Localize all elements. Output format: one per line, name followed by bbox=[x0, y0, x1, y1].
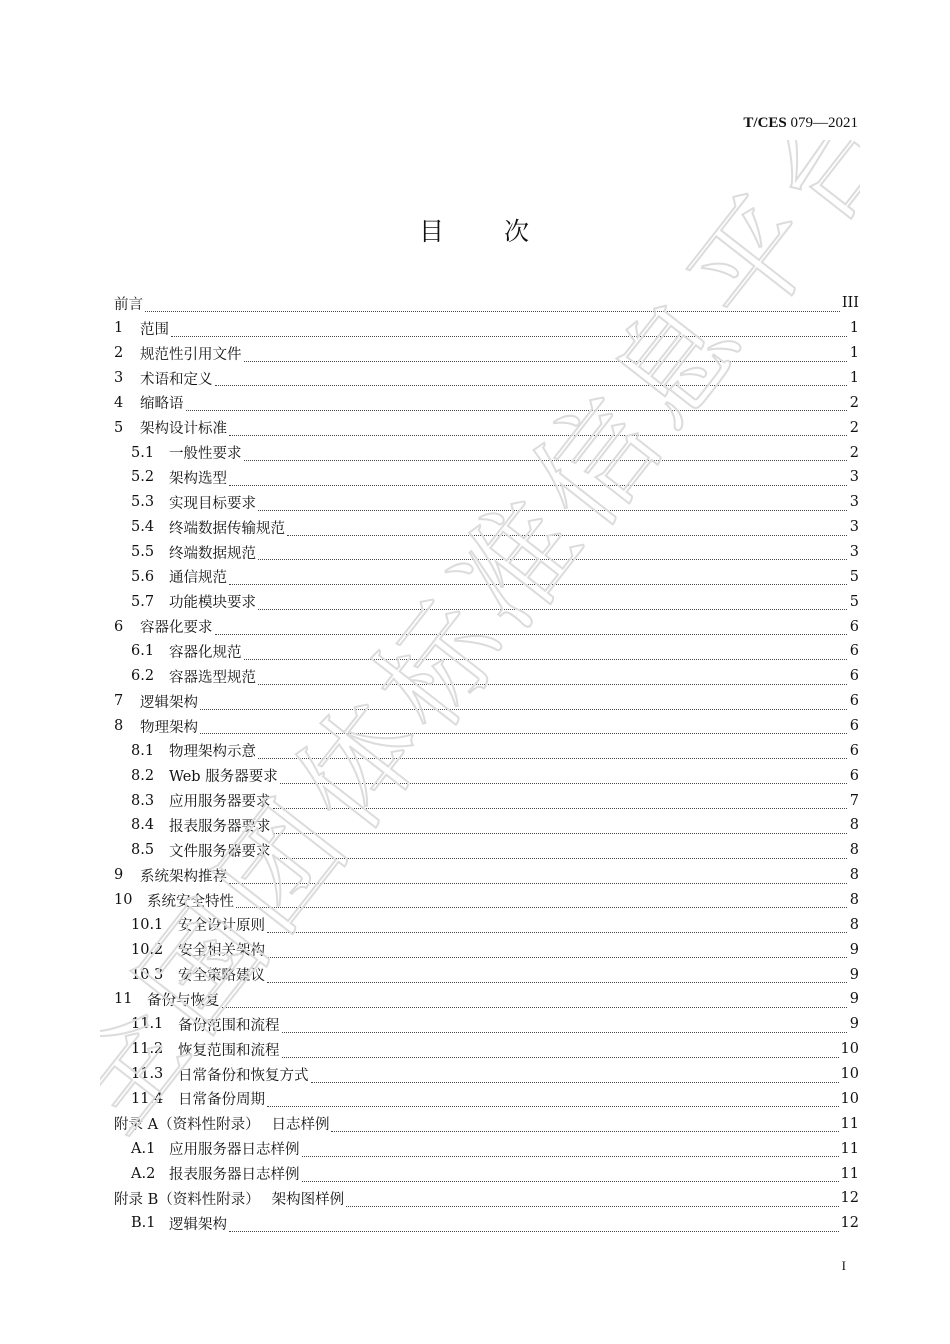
toc-entry-title: 附录 B（资料性附录） 架构图样例 bbox=[114, 1191, 345, 1208]
toc-entry-number: 10 bbox=[114, 892, 133, 909]
toc-entry-number: 5.1 bbox=[131, 444, 155, 461]
toc-entry-number: A.2 bbox=[131, 1165, 156, 1182]
toc-dot-leader bbox=[229, 1216, 839, 1232]
toc-entry-title: 功能模块要求 bbox=[169, 595, 256, 612]
toc-entry-page: 9 bbox=[849, 941, 859, 958]
toc-entry bbox=[114, 490, 859, 515]
toc-dot-leader bbox=[267, 968, 847, 984]
toc-dot-leader bbox=[346, 1191, 838, 1207]
toc-entry-page: 5 bbox=[849, 568, 859, 585]
toc-dot-leader bbox=[171, 321, 847, 337]
toc-entry-page: 6 bbox=[849, 718, 859, 735]
toc-entry-number: 9 bbox=[114, 867, 124, 884]
toc-dot-leader bbox=[186, 396, 848, 412]
toc-entry bbox=[114, 912, 859, 937]
toc-entry-title: 日常备份周期 bbox=[178, 1092, 265, 1109]
toc-dot-leader bbox=[258, 595, 847, 611]
toc-entry-page: 12 bbox=[840, 1190, 859, 1207]
toc-entry-page: 10 bbox=[840, 1041, 859, 1058]
toc-dot-leader bbox=[236, 893, 847, 909]
toc-entry-page: 9 bbox=[849, 991, 859, 1008]
toc-entry-number: 8.3 bbox=[131, 792, 155, 809]
toc-entry-number: 3 bbox=[114, 370, 124, 386]
toc-entry bbox=[114, 390, 859, 415]
toc-entry bbox=[114, 589, 859, 614]
toc-entry bbox=[114, 689, 859, 714]
toc-dot-leader bbox=[229, 421, 847, 437]
toc-entry-number: 5.7 bbox=[131, 593, 155, 610]
toc-entry-page: 8 bbox=[849, 892, 859, 909]
toc-entry bbox=[114, 863, 859, 888]
toc-dot-leader bbox=[280, 769, 847, 785]
toc-entry-number: 5.5 bbox=[131, 544, 155, 561]
toc-dot-leader bbox=[287, 520, 847, 536]
toc-entry-number: 10.1 bbox=[131, 916, 164, 933]
toc-entry-number: 8.5 bbox=[131, 842, 155, 859]
toc-entry-title: 备份范围和流程 bbox=[178, 1017, 280, 1034]
toc-entry-number: B.1 bbox=[131, 1215, 156, 1232]
toc-entry bbox=[114, 1087, 859, 1112]
toc-entry bbox=[114, 1186, 859, 1211]
toc-entry-title: 日常备份和恢复方式 bbox=[178, 1067, 309, 1084]
page-number: I bbox=[841, 1258, 846, 1273]
toc-entry-page: 8 bbox=[849, 916, 859, 933]
toc-entry-number: 8.4 bbox=[131, 817, 155, 834]
toc-entry bbox=[114, 763, 859, 788]
document-code-number: 079—2021 bbox=[786, 115, 858, 131]
toc-entry bbox=[114, 1211, 859, 1236]
toc-entry-title: 实现目标要求 bbox=[169, 495, 256, 512]
toc-entry-number: 6.1 bbox=[131, 643, 155, 660]
toc-entry bbox=[114, 1111, 859, 1136]
toc-entry-page: 10 bbox=[840, 1090, 859, 1107]
toc-entry-title: 安全设计原则 bbox=[178, 918, 265, 935]
toc-dot-leader bbox=[273, 818, 848, 834]
toc-entry-title: 报表服务器日志样例 bbox=[169, 1167, 300, 1183]
toc-entry-page: 2 bbox=[849, 444, 859, 461]
toc-dot-leader bbox=[267, 918, 847, 934]
toc-dot-leader bbox=[244, 446, 848, 462]
toc-entry-page: 12 bbox=[840, 1215, 859, 1232]
toc-dot-leader bbox=[258, 495, 847, 511]
toc-dot-leader bbox=[215, 620, 848, 636]
toc-entry-number: 10.2 bbox=[131, 941, 164, 958]
toc-entry bbox=[114, 366, 859, 391]
toc-dot-leader bbox=[302, 1166, 839, 1182]
toc-dot-leader bbox=[229, 570, 847, 586]
toc-entry-title: 系统架构推荐 bbox=[140, 868, 227, 885]
toc-entry bbox=[114, 813, 859, 838]
toc-dot-leader bbox=[229, 470, 847, 486]
toc-entry-title: 备份与恢复 bbox=[147, 992, 220, 1009]
toc-dot-leader bbox=[282, 1042, 839, 1058]
toc-entry-page: 6 bbox=[849, 618, 859, 635]
toc-entry-page: 6 bbox=[849, 643, 859, 660]
table-of-contents bbox=[114, 291, 859, 1236]
toc-entry-page: 3 bbox=[849, 519, 859, 536]
toc-entry-title: 应用服务器日志样例 bbox=[169, 1142, 300, 1159]
toc-entry-number: 8.1 bbox=[131, 742, 155, 759]
toc-entry-title: 前言 bbox=[114, 296, 143, 313]
toc-entry-page: 2 bbox=[849, 394, 859, 411]
toc-dot-leader bbox=[267, 1092, 839, 1108]
toc-dot-leader bbox=[258, 669, 847, 685]
toc-entry-number: 11.2 bbox=[131, 1041, 164, 1058]
toc-entry-number: 11.3 bbox=[131, 1066, 164, 1083]
toc-entry-page: 1 bbox=[849, 320, 859, 337]
toc-entry bbox=[114, 639, 859, 664]
toc-entry-title: 范围 bbox=[140, 321, 169, 338]
toc-entry bbox=[114, 714, 859, 739]
toc-heading bbox=[0, 212, 950, 248]
document-code bbox=[743, 115, 858, 132]
toc-entry-title: 应用服务器要求 bbox=[169, 794, 271, 811]
toc-entry-number: 11.1 bbox=[131, 1016, 164, 1033]
toc-entry bbox=[114, 415, 859, 440]
toc-entry-number: 5.4 bbox=[131, 519, 155, 536]
toc-entry-title: 物理架构 bbox=[140, 719, 198, 736]
toc-entry-page: 6 bbox=[849, 693, 859, 710]
toc-entry-title: 规范性引用文件 bbox=[140, 346, 242, 363]
toc-entry bbox=[114, 1161, 859, 1186]
toc-dot-leader bbox=[244, 644, 848, 660]
toc-entry-number: 5.6 bbox=[131, 568, 155, 585]
toc-entry-title: 术语和定义 bbox=[140, 371, 213, 388]
toc-entry-title: 系统安全特性 bbox=[147, 893, 234, 910]
toc-entry-number: 5 bbox=[114, 419, 124, 436]
document-code-prefix: T/CES bbox=[743, 115, 787, 131]
toc-entry-title: 通信规范 bbox=[169, 570, 227, 587]
toc-entry bbox=[114, 738, 859, 763]
toc-entry-title: 逻辑架构 bbox=[140, 694, 198, 711]
toc-entry-page: III bbox=[841, 295, 859, 312]
toc-entry-page: 10 bbox=[840, 1066, 859, 1083]
toc-entry-title: 缩略语 bbox=[140, 396, 184, 413]
toc-entry-number: 11 bbox=[114, 991, 133, 1008]
toc-entry-number: 2 bbox=[114, 345, 124, 362]
toc-dot-leader bbox=[215, 371, 848, 387]
toc-entry-page: 6 bbox=[849, 767, 859, 784]
toc-entry-number: 4 bbox=[114, 394, 124, 411]
toc-entry bbox=[114, 341, 859, 366]
toc-entry-page: 1 bbox=[849, 345, 859, 362]
toc-dot-leader bbox=[222, 992, 848, 1008]
toc-entry-page: 9 bbox=[849, 966, 859, 983]
toc-dot-leader bbox=[331, 1117, 838, 1133]
toc-entry-number: 11.4 bbox=[131, 1090, 164, 1107]
toc-entry bbox=[114, 291, 859, 316]
toc-entry-page: 11 bbox=[840, 1115, 859, 1132]
toc-entry bbox=[114, 1136, 859, 1161]
toc-heading-char-1: 目 bbox=[418, 217, 446, 246]
toc-entry-page: 3 bbox=[849, 544, 859, 561]
toc-entry-page: 7 bbox=[849, 792, 859, 809]
toc-entry-title: 容器化规范 bbox=[169, 644, 242, 661]
toc-entry-title: 安全相关架构 bbox=[178, 943, 265, 960]
toc-dot-leader bbox=[311, 1067, 839, 1083]
toc-entry-number: 1 bbox=[114, 320, 124, 337]
toc-entry-page: 1 bbox=[849, 370, 859, 386]
toc-dot-leader bbox=[200, 694, 847, 710]
toc-entry-title: 终端数据传输规范 bbox=[169, 520, 285, 537]
toc-entry-page: 11 bbox=[840, 1165, 859, 1182]
toc-entry bbox=[114, 440, 859, 465]
toc-dot-leader bbox=[258, 545, 847, 561]
toc-dot-leader bbox=[273, 794, 848, 810]
toc-entry-page: 3 bbox=[849, 494, 859, 511]
toc-entry bbox=[114, 1037, 859, 1062]
toc-entry-page: 6 bbox=[849, 742, 859, 759]
toc-entry-page: 9 bbox=[849, 1016, 859, 1033]
toc-entry-number: 6.2 bbox=[131, 668, 155, 685]
toc-entry-number: 6 bbox=[114, 618, 124, 635]
toc-entry bbox=[114, 664, 859, 689]
toc-entry-title: 安全策略建议 bbox=[178, 968, 265, 985]
toc-entry bbox=[114, 962, 859, 987]
toc-entry bbox=[114, 937, 859, 962]
toc-entry-page: 8 bbox=[849, 817, 859, 834]
toc-entry-title: Web 服务器要求 bbox=[169, 769, 278, 786]
toc-entry-number: 8 bbox=[114, 718, 124, 735]
toc-entry-number: 7 bbox=[114, 693, 124, 710]
toc-entry-page: 6 bbox=[849, 668, 859, 685]
toc-dot-leader bbox=[145, 296, 840, 312]
toc-entry bbox=[114, 987, 859, 1012]
toc-entry-page: 2 bbox=[849, 419, 859, 436]
toc-heading-char-2: 次 bbox=[504, 217, 532, 246]
toc-entry-title: 物理架构示意 bbox=[169, 744, 256, 761]
toc-entry-title: 架构设计标准 bbox=[140, 421, 227, 438]
toc-entry bbox=[114, 1062, 859, 1087]
toc-entry bbox=[114, 614, 859, 639]
toc-entry-title: 报表服务器要求 bbox=[169, 818, 271, 835]
toc-entry bbox=[114, 788, 859, 813]
toc-entry-number: 8.2 bbox=[131, 767, 155, 784]
toc-dot-leader bbox=[244, 346, 848, 362]
toc-entry bbox=[114, 540, 859, 565]
toc-entry bbox=[114, 564, 859, 589]
toc-entry-title: 容器化要求 bbox=[140, 620, 213, 637]
toc-entry-number: 5.2 bbox=[131, 469, 155, 486]
toc-entry-page: 5 bbox=[849, 593, 859, 610]
toc-dot-leader bbox=[267, 943, 847, 959]
toc-dot-leader bbox=[258, 744, 847, 760]
toc-entry-title: 逻辑架构 bbox=[169, 1216, 227, 1233]
toc-entry bbox=[114, 515, 859, 540]
toc-entry-number: A.1 bbox=[131, 1140, 156, 1157]
toc-entry bbox=[114, 838, 859, 863]
toc-entry-title: 附录 A（资料性附录） 日志样例 bbox=[114, 1117, 330, 1134]
toc-dot-leader bbox=[200, 719, 847, 735]
toc-dot-leader bbox=[273, 843, 848, 859]
toc-entry bbox=[114, 1012, 859, 1037]
watermark-text: 全国团体标准信息平台 bbox=[100, 140, 860, 1140]
toc-entry-title: 一般性要求 bbox=[169, 446, 242, 463]
toc-entry-number: 5.3 bbox=[131, 494, 155, 511]
toc-dot-leader bbox=[302, 1142, 839, 1158]
toc-dot-leader bbox=[229, 868, 847, 884]
toc-entry-title: 容器选型规范 bbox=[169, 669, 256, 686]
toc-entry-page: 11 bbox=[840, 1140, 859, 1157]
toc-entry bbox=[114, 316, 859, 341]
toc-entry-page: 8 bbox=[849, 867, 859, 884]
toc-entry-title: 文件服务器要求 bbox=[169, 843, 271, 860]
toc-entry-title: 终端数据规范 bbox=[169, 545, 256, 562]
toc-entry-page: 3 bbox=[849, 469, 859, 486]
toc-entry-page: 8 bbox=[849, 842, 859, 859]
toc-entry bbox=[114, 465, 859, 490]
toc-entry-title: 架构选型 bbox=[169, 470, 227, 487]
toc-dot-leader bbox=[282, 1017, 848, 1033]
toc-entry-title: 恢复范围和流程 bbox=[178, 1042, 280, 1059]
toc-entry bbox=[114, 888, 859, 913]
toc-entry-number: 10.3 bbox=[131, 966, 164, 983]
